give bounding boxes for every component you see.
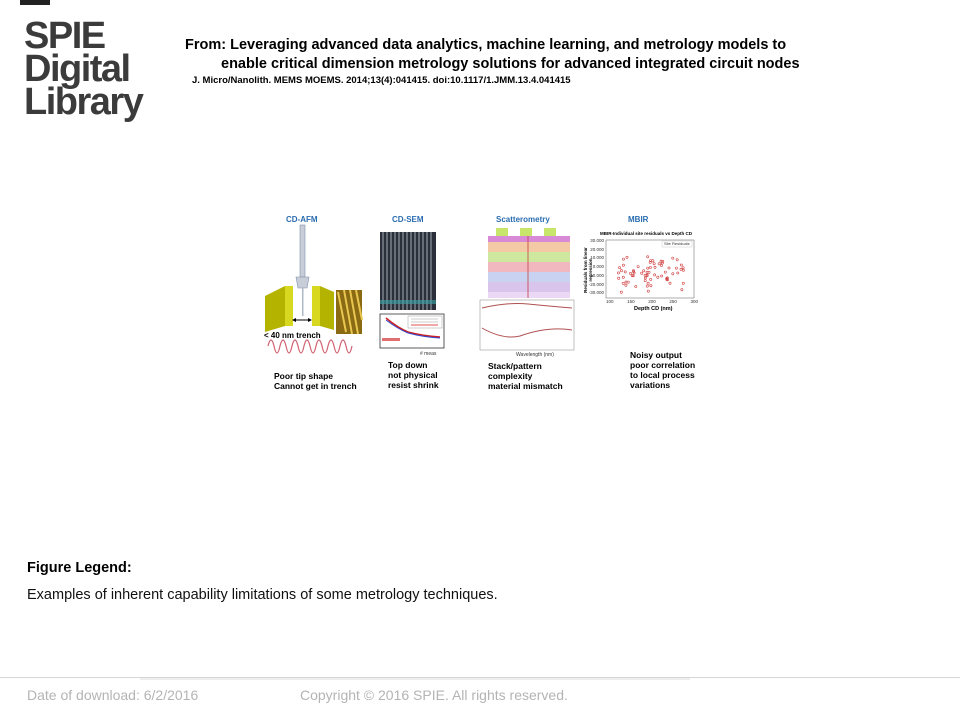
download-date: Date of download: 6/2/2016 [27, 687, 199, 703]
scat-note-line-3: material mismatch [488, 381, 563, 391]
figure [258, 210, 708, 400]
logo-line-3: Library [24, 81, 143, 123]
mbir-note [630, 350, 695, 390]
mbir-legend: Site Residuals [664, 241, 690, 246]
corner-mark [20, 0, 50, 5]
scatterometry-illustration [480, 228, 574, 350]
panel-title-cd-sem: CD-SEM [392, 215, 424, 224]
mbir-xlabel: Depth CD (nm) [634, 306, 673, 312]
sem-note-line-1: Top down [388, 360, 428, 370]
panel-title-cd-afm: CD-AFM [286, 215, 318, 224]
sem-note [388, 360, 439, 390]
citation: J. Micro/Nanolith. MEMS MOEMS. 2014;13(4):041415. doi:10.1117/1.JMM.13.4.041415 [192, 75, 571, 86]
title-line-2: enable critical dimension metrology solutions for advanced integrated circuit nodes [221, 56, 800, 72]
mbir-x-tick: 100 [606, 299, 614, 304]
mbir-note-line-1: Noisy output [630, 350, 682, 360]
mbir-y-tick: -20.000 [588, 281, 604, 287]
footer-divider-shadow [140, 678, 690, 680]
mbir-y-tick: 10.000 [590, 255, 604, 261]
scat-note-line-1: Stack/pattern [488, 361, 542, 371]
mbir-x-tick: 300 [690, 299, 698, 304]
figure-legend-heading: Figure Legend: [27, 560, 132, 576]
mbir-note-line-4: variations [630, 380, 671, 390]
logo-line-1: SPIE [24, 15, 105, 57]
sem-note-line-2: not physical [388, 370, 438, 380]
mbir-y-tick: -30.000 [588, 290, 604, 296]
logo-line-2: Digital [24, 48, 130, 90]
mbir-y-ticks [584, 237, 604, 298]
mbir-x-tick: 150 [627, 299, 635, 304]
mbir-y-tick: -10.000 [588, 272, 604, 278]
copyright-notice: Copyright © 2016 SPIE. All rights reserved. [300, 687, 568, 703]
mbir-plot [606, 240, 694, 298]
afm-note-line-2: Cannot get in trench [274, 381, 357, 391]
scat-note-line-2: complexity [488, 371, 533, 381]
mbir-x-ticks [606, 299, 698, 304]
scat-xlabel: Wavelength (nm) [516, 352, 554, 358]
mbir-y-tick: 0.000 [592, 264, 604, 270]
panel-title-scatterometry: Scatterometry [496, 215, 550, 224]
mbir-y-tick: 20.000 [590, 246, 604, 252]
mbir-x-tick: 250 [669, 299, 677, 304]
mbir-note-line-3: to local process [630, 370, 695, 380]
sem-note-line-3: resist shrink [388, 380, 439, 390]
mbir-note-line-2: poor correlation [630, 360, 696, 370]
afm-note [274, 371, 357, 391]
figure-legend-text: Examples of inherent capability limitations of some metrology techniques. [27, 587, 498, 603]
sem-illustration [380, 232, 444, 348]
mbir-ylabel: Residuals from linear regression [583, 247, 593, 293]
mbir-plot-title: MBIR-Individual site residuals vs Depth CD [600, 231, 693, 236]
article-title [185, 36, 885, 74]
afm-note-line-1: Poor tip shape [274, 371, 334, 381]
mbir-x-tick: 200 [648, 299, 656, 304]
title-line-1: From: Leveraging advanced data analytics, machine learning, and metrology models to [185, 37, 787, 53]
mbir-y-tick: 30.000 [590, 238, 604, 243]
panel-title-mbir: MBIR [628, 215, 649, 224]
spie-digital-library-logo[interactable] [24, 15, 149, 123]
afm-trench-label: < 40 nm trench [264, 331, 321, 340]
sem-inset-xlabel: # meas [420, 351, 437, 357]
scat-note [488, 361, 563, 391]
